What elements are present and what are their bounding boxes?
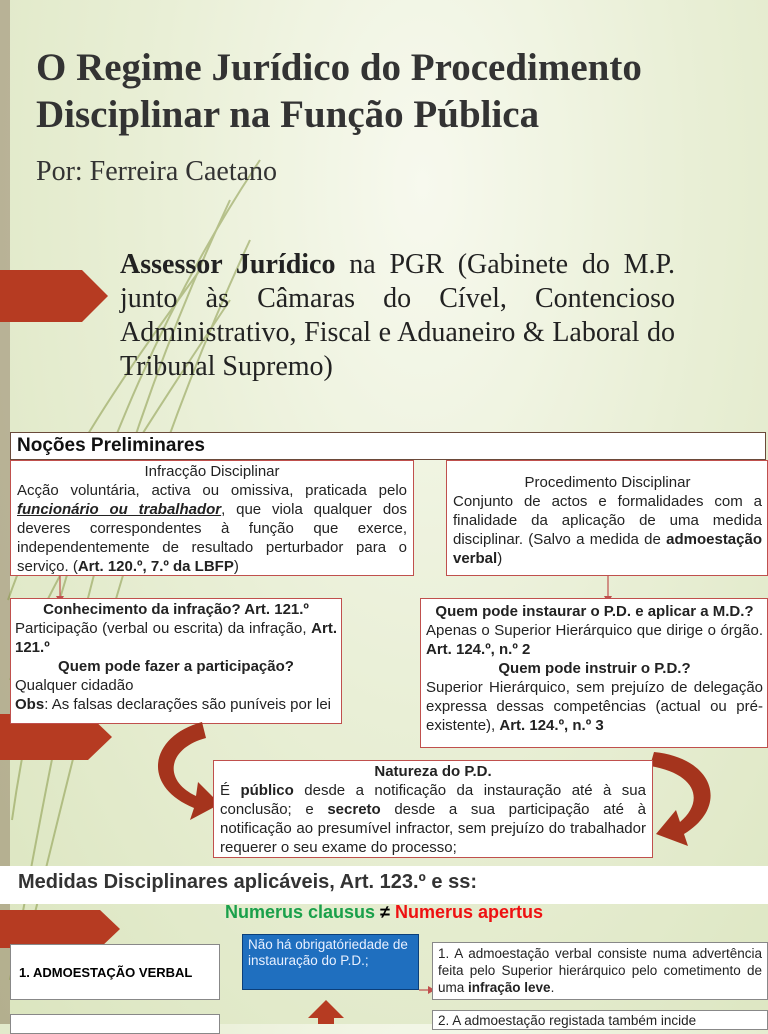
definicao-1-box [432,942,768,1000]
natureza-title: Natureza do P.D. [374,763,492,780]
medida-item-1: 1. ADMOESTAÇÃO VERBAL [10,944,220,1000]
procedimento-text: Conjunto de actos e formalidades com a finalidade da aplicação de uma medida disciplinar. (Salvo a medida de [453,493,762,548]
instaura-answer-2: Superior Hierárquico, sem prejuízo de delegação expressa dessas competências (actual ou pré-existente), [426,679,763,734]
natureza-text-2: desde a notificação da instauração até à sua conclusão; e [220,782,646,818]
definicao-1-end: . [550,980,555,995]
deco-arrow-upper [0,270,108,322]
infracao-text-3: ) [233,558,239,575]
obs-text: : As falsas declarações são puníveis por lei [44,696,332,713]
infracao-emphasis: funcionário ou trabalhador [17,501,222,518]
definicao-2-box [432,1010,768,1030]
procedimento-box [446,460,768,576]
procedimento-strong: admoestação verbal [453,531,762,567]
numerus-clausus: Numerus clausus [225,902,376,922]
title-line-1: O Regime Jurídico do Procedimento [36,46,642,89]
procedimento-text-2: ) [497,550,503,567]
definicao-1-strong: infração leve [468,980,551,995]
conhecimento-answer-1: Participação (verbal ou escrita) da infração, [15,620,312,637]
up-arrow-icon [306,1000,346,1024]
numerus-apertus: Numerus apertus [394,902,543,922]
numerus-line [0,902,768,923]
title-line-2: Disciplinar na Função Pública [36,93,540,136]
procedimento-title: Procedimento Disciplinar [524,474,691,491]
author-bio [120,248,675,384]
conhecimento-answer-2: Qualquer cidadão [15,677,134,694]
quem-instaura-box [420,598,768,748]
section-heading-nocoes: Noções Preliminares [10,432,766,460]
page-title [36,44,756,138]
conhecimento-ref: Art. 121.º [15,620,337,656]
not-equal-sign: ≠ [375,902,395,922]
natureza-secreto: secreto [327,801,381,818]
obs-label: Obs [15,696,45,713]
bio-strong: Assessor Jurídico [120,249,336,280]
instaura-answer-1: Apenas o Superior Hierárquico que dirige o órgão. [426,622,763,639]
infracao-ref: Art. 120.º, 7.º da LBFP [77,558,234,575]
bio-text: na PGR (Gabinete do M.P. junto às Câmaras do Cível, Contencioso Administrativo, Fiscal e Aduaneiro & Laboral do [120,249,676,348]
instaura-ref-1: Art. 124.º, n.º 2 [426,641,531,658]
natureza-publico: público [240,782,294,799]
infracao-box [10,460,414,576]
natureza-text-3: desde a sua participação até à notificação ao presumível infractor, sem prejuízo do trabalhador requerer o seu exame do processo; [220,801,646,856]
medida-item-2-box [10,1014,220,1034]
curved-arrow-right [644,748,734,858]
natureza-box [213,760,653,858]
instaura-ref-2: Art. 124.º, n.º 3 [499,717,604,734]
instaura-question-2: Quem pode instruir o P.D.? [498,660,691,677]
conhecimento-question-2: Quem pode fazer a participação? [58,658,294,675]
infracao-text: Acção voluntária, activa ou omissiva, praticada pelo [17,482,407,499]
definicao-2-text: 2. A admoestação registada também incide [438,1013,697,1028]
conhecimento-question-1: Conhecimento da infração? Art. 121.º [43,601,309,618]
section-heading-medidas: Medidas Disciplinares aplicáveis, Art. 123.º e ss: [0,866,768,904]
natureza-text-1: É [220,782,241,799]
infracao-title: Infracção Disciplinar [144,463,280,480]
bio-last-line: Tribunal Supremo) [120,351,333,382]
definicao-1-text: 1. A admoestação verbal consiste numa advertência feita pelo Superior hierárquico pelo cometimento de uma [438,946,762,995]
instaura-question-1: Quem pode instaurar o P.D. e aplicar a M.D.? [435,603,754,620]
infracao-text-2: , que viola qualquer dos deveres correspondentes à função que exerce, independentemente de resultado perturbador para o serviço. ( [17,501,408,575]
conhecimento-box [10,598,342,724]
blue-note-box: Não há obrigatóriedade de instauração do P.D.; [242,934,419,990]
author-line: Por: Ferreira Caetano [36,156,278,187]
